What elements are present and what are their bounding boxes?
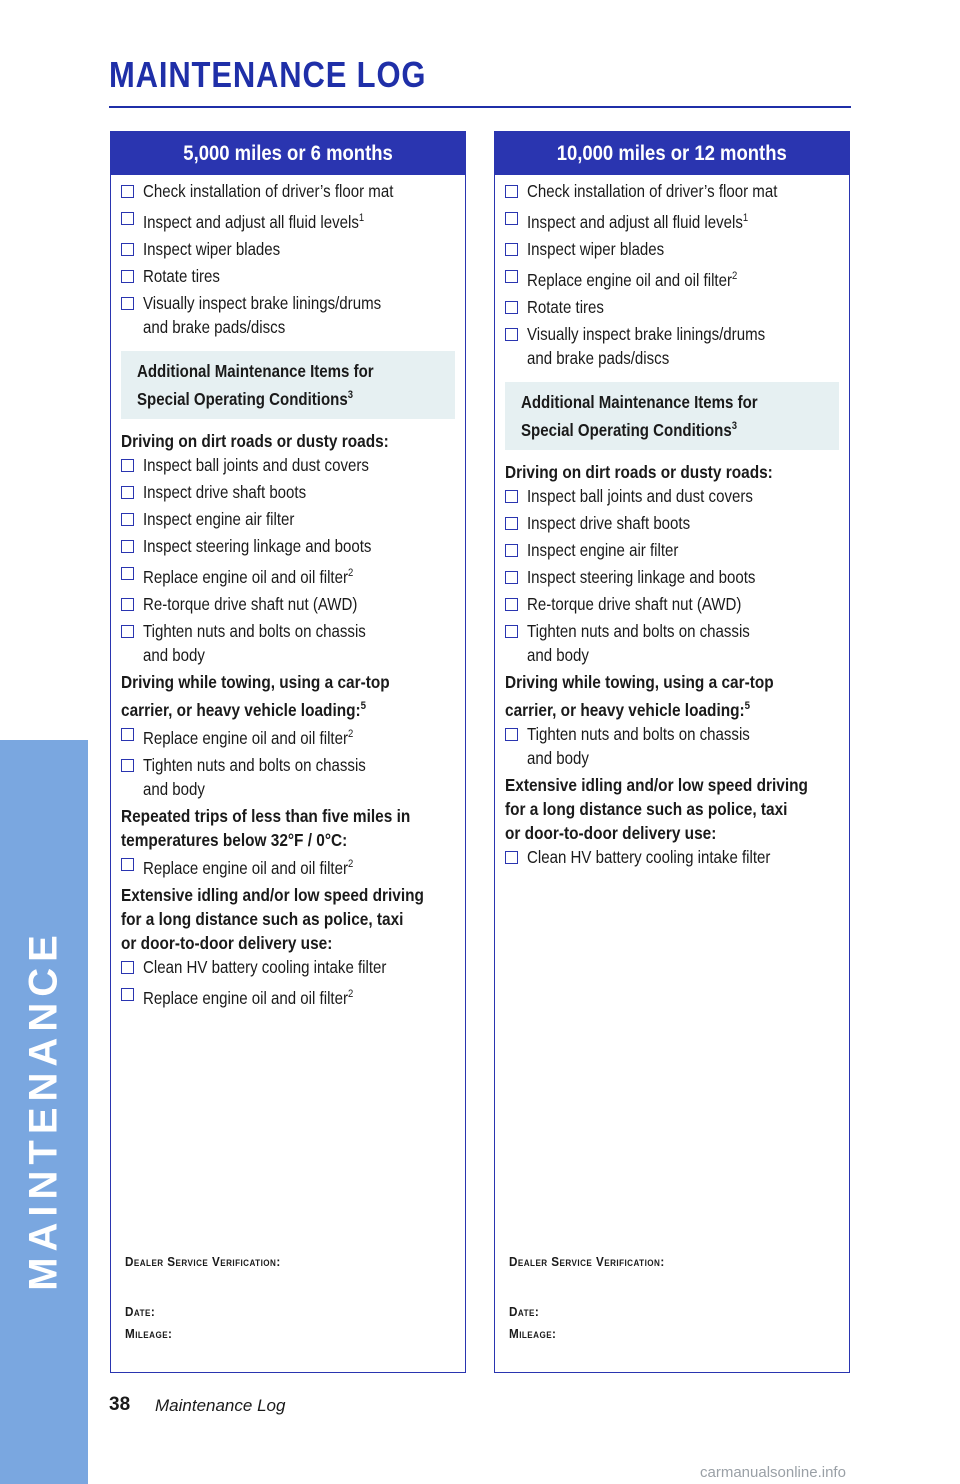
item-text: Inspect steering linkage and boots — [527, 567, 756, 587]
checklist-item — [505, 722, 839, 770]
checklist-item — [121, 534, 455, 558]
item-text: Rotate tires — [143, 266, 220, 286]
checkbox[interactable] — [505, 571, 518, 584]
checklist-item — [505, 179, 839, 203]
item-text: Inspect engine air filter — [143, 509, 295, 529]
checkbox[interactable] — [121, 540, 134, 553]
checklist-item — [505, 592, 839, 616]
checkbox[interactable] — [121, 486, 134, 499]
item-text: Tighten nuts and bolts on chassis — [143, 621, 366, 641]
interval-5000-column — [110, 131, 466, 1373]
idling-heading: Extensive idling and/or low speed driving for a long distance such as police, taxi or door-to-door delivery use: — [121, 885, 424, 953]
item-text: Clean HV battery cooling intake filter — [527, 847, 771, 867]
checklist-item — [505, 206, 839, 234]
item-text-continued: and body — [527, 645, 589, 665]
checklist-item — [505, 619, 839, 667]
checklist-item — [505, 295, 839, 319]
item-text: Replace engine oil and oil filter — [527, 270, 732, 290]
checkbox[interactable] — [505, 598, 518, 611]
column-header: 5,000 miles or 6 months — [111, 132, 465, 175]
checkbox[interactable] — [505, 517, 518, 530]
item-text-continued: and brake pads/discs — [143, 317, 286, 337]
mileage-label: Mileage: — [125, 1326, 173, 1341]
towing-heading: Driving while towing, using a car-top carrier, or heavy vehicle loading:$^5$ — [505, 672, 774, 720]
checkbox[interactable] — [505, 212, 518, 225]
checkbox[interactable] — [121, 625, 134, 638]
dealer-verification-label: Dealer Service Verification: — [509, 1254, 665, 1269]
dirt-roads-heading: Driving on dirt roads or dusty roads: — [121, 431, 389, 451]
item-text: Replace engine oil and oil filter — [143, 858, 348, 878]
item-text: Visually inspect brake linings/drums — [143, 293, 382, 313]
item-text: Replace engine oil and oil filter — [143, 567, 348, 587]
footnote-marker: 1 — [358, 212, 365, 224]
standard-items — [121, 179, 455, 339]
item-text: Tighten nuts and bolts on chassis — [143, 755, 366, 775]
item-text: Re-torque drive shaft nut (AWD) — [143, 594, 358, 614]
checkbox[interactable] — [121, 212, 134, 225]
item-text-continued: and body — [143, 779, 205, 799]
checkbox[interactable] — [121, 297, 134, 310]
checklist-item — [121, 480, 455, 504]
checklist-item — [121, 237, 455, 261]
checkbox[interactable] — [121, 270, 134, 283]
dirt-roads-heading: Driving on dirt roads or dusty roads: — [505, 462, 773, 482]
checkbox[interactable] — [505, 328, 518, 341]
footer-section-label: Maintenance Log — [155, 1396, 286, 1415]
item-text: Check installation of driver’s floor mat — [143, 181, 394, 201]
checkbox[interactable] — [505, 728, 518, 741]
footnote-marker: 2 — [731, 270, 738, 282]
checkbox[interactable] — [121, 598, 134, 611]
checkbox[interactable] — [121, 988, 134, 1001]
item-text: Clean HV battery cooling intake filter — [143, 957, 387, 977]
checklist-item — [505, 237, 839, 261]
watermark: carmanualsonline.info — [700, 1464, 846, 1481]
item-text: Inspect ball joints and dust covers — [527, 486, 753, 506]
dirt-roads-items — [121, 453, 455, 667]
checklist-item — [505, 565, 839, 589]
checklist-item — [505, 484, 839, 508]
checklist-item — [505, 845, 839, 869]
item-text: Inspect drive shaft boots — [143, 482, 307, 502]
item-text: Inspect engine air filter — [527, 540, 679, 560]
checklist-item — [121, 753, 455, 801]
checklist-item — [505, 264, 839, 292]
checklist-item — [121, 507, 455, 531]
checkbox[interactable] — [121, 185, 134, 198]
item-text: Tighten nuts and bolts on chassis — [527, 621, 750, 641]
checklist-item — [121, 592, 455, 616]
item-text: Rotate tires — [527, 297, 604, 317]
item-text-continued: and body — [527, 748, 589, 768]
checklist-item — [121, 852, 455, 880]
idling-items — [121, 955, 455, 1010]
side-tab-label: MAINTENANCE — [21, 929, 66, 1291]
checklist-item — [121, 722, 455, 750]
special-conditions-heading: Additional Maintenance Items for Special Operating Conditions$^3$ — [121, 351, 455, 419]
date-label: Date: — [125, 1304, 156, 1319]
item-text: Inspect drive shaft boots — [527, 513, 691, 533]
checkbox[interactable] — [121, 567, 134, 580]
checkbox[interactable] — [505, 625, 518, 638]
checkbox[interactable] — [121, 858, 134, 871]
checklist-item — [121, 264, 455, 288]
towing-items — [505, 722, 839, 770]
dealer-verification-label: Dealer Service Verification: — [125, 1254, 281, 1269]
footnote-marker: 2 — [347, 728, 354, 740]
footnote-marker: 1 — [742, 212, 749, 224]
item-text-continued: and brake pads/discs — [527, 348, 670, 368]
item-text: Inspect steering linkage and boots — [143, 536, 372, 556]
checklist-item — [121, 955, 455, 979]
checkbox[interactable] — [505, 270, 518, 283]
checkbox[interactable] — [505, 851, 518, 864]
checkbox[interactable] — [505, 490, 518, 503]
item-text: Replace engine oil and oil filter — [143, 728, 348, 748]
page-title: MAINTENANCE LOG — [109, 54, 427, 95]
checklist-item — [121, 982, 455, 1010]
checklist-item — [121, 291, 455, 339]
short-trips-heading: Repeated trips of less than five miles in temperatures below 32°F / 0°C: — [121, 806, 411, 850]
item-text: Inspect ball joints and dust covers — [143, 455, 369, 475]
title-divider — [109, 106, 851, 108]
towing-heading: Driving while towing, using a car-top carrier, or heavy vehicle loading:$^5$ — [121, 672, 390, 720]
checkbox[interactable] — [505, 243, 518, 256]
item-text: Inspect and adjust all fluid levels — [527, 212, 743, 232]
towing-items — [121, 722, 455, 801]
item-text: Visually inspect brake linings/drums — [527, 324, 766, 344]
mileage-label: Mileage: — [509, 1326, 557, 1341]
checkbox[interactable] — [505, 544, 518, 557]
checkbox[interactable] — [505, 185, 518, 198]
checklist-item — [505, 322, 839, 370]
item-text: Tighten nuts and bolts on chassis — [527, 724, 750, 744]
checklist-item — [121, 179, 455, 203]
checkbox[interactable] — [121, 459, 134, 472]
checkbox[interactable] — [121, 961, 134, 974]
standard-items — [505, 179, 839, 370]
item-text: Inspect wiper blades — [527, 239, 665, 259]
checklist-item — [121, 453, 455, 477]
checklist-item — [505, 538, 839, 562]
idling-heading: Extensive idling and/or low speed driving for a long distance such as police, taxi or door-to-door delivery use: — [505, 775, 808, 843]
item-text: Re-torque drive shaft nut (AWD) — [527, 594, 742, 614]
page-number: 38 — [109, 1394, 131, 1415]
checklist-item — [121, 561, 455, 589]
column-header: 10,000 miles or 12 months — [495, 132, 849, 175]
checkbox[interactable] — [121, 759, 134, 772]
item-text: Check installation of driver’s floor mat — [527, 181, 778, 201]
date-label: Date: — [509, 1304, 540, 1319]
footnote-marker: 2 — [347, 567, 354, 579]
checklist-item — [505, 511, 839, 535]
checkbox[interactable] — [505, 301, 518, 314]
item-text: Inspect wiper blades — [143, 239, 281, 259]
idling-items — [505, 845, 839, 869]
item-text: Replace engine oil and oil filter — [143, 988, 348, 1008]
interval-10000-column — [494, 131, 850, 1373]
short-trips-items — [121, 852, 455, 880]
footnote-marker: 2 — [347, 988, 354, 1000]
checkbox[interactable] — [121, 243, 134, 256]
checkbox[interactable] — [121, 513, 134, 526]
checklist-item — [121, 619, 455, 667]
item-text-continued: and body — [143, 645, 205, 665]
checkbox[interactable] — [121, 728, 134, 741]
footnote-marker: 2 — [347, 858, 354, 870]
special-conditions-heading: Additional Maintenance Items for Special Operating Conditions$^3$ — [505, 382, 839, 450]
dirt-roads-items — [505, 484, 839, 667]
checklist-item — [121, 206, 455, 234]
item-text: Inspect and adjust all fluid levels — [143, 212, 359, 232]
